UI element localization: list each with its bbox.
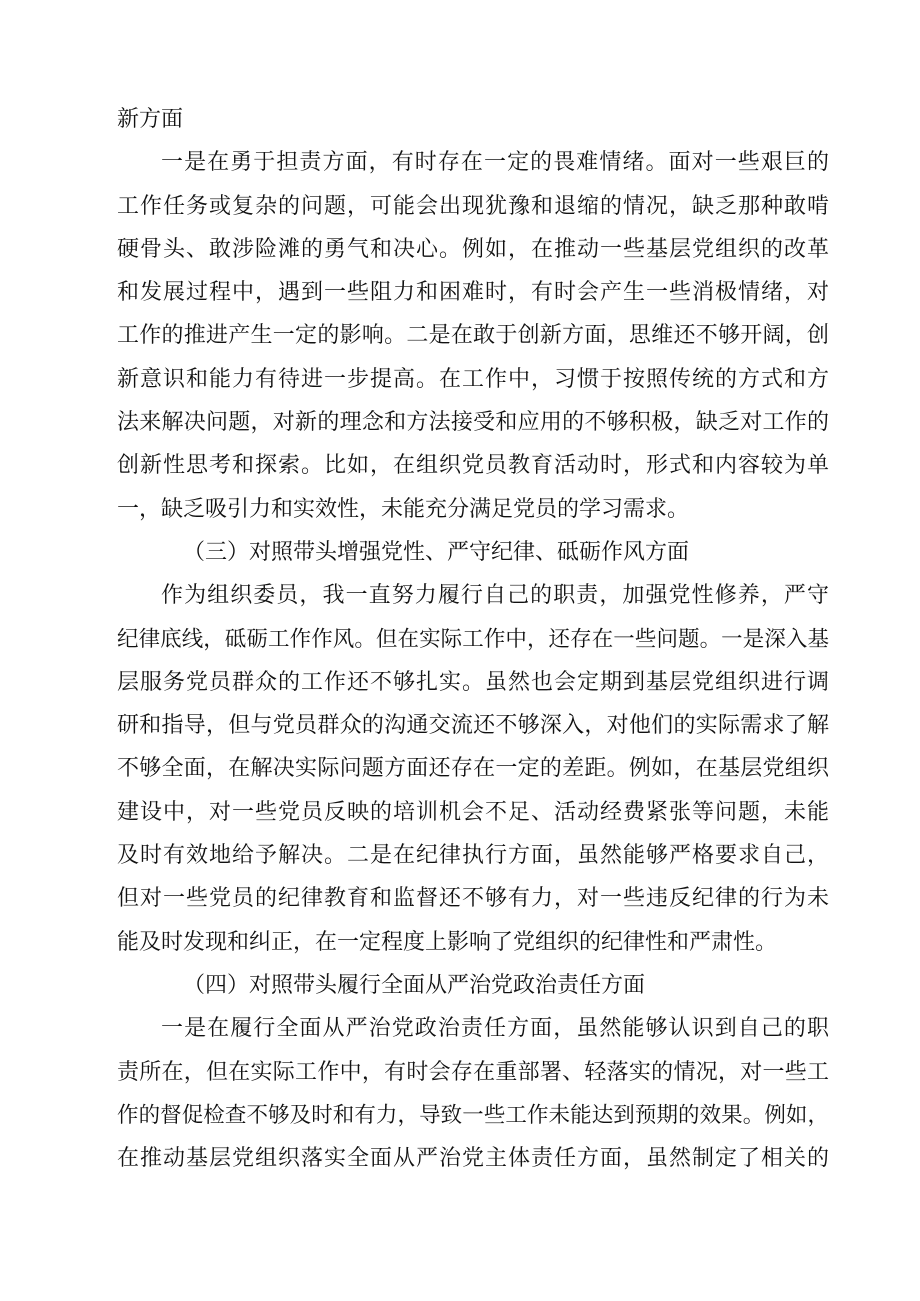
text-line: 工作任务或复杂的问题，可能会出现犹豫和退缩的情况，缺乏那种敢啃 [117,193,829,219]
text-line: 研和指导，但与党员群众的沟通交流还不够深入，对他们的实际需求了解 [117,713,829,739]
text-line: 创新性思考和探索。比如，在组织党员教育活动时，形式和内容较为单 [117,453,829,479]
text-line: 一是在履行全面从严治党政治责任方面，虽然能够认识到自己的职 [161,1016,829,1042]
text-line: 不够全面，在解决实际问题方面还存在一定的差距。例如，在基层党组织 [117,756,829,782]
text-line: 层服务党员群众的工作还不够扎实。虽然也会定期到基层党组织进行调 [117,669,829,695]
text-line: 及时有效地给予解决。二是在纪律执行方面，虽然能够严格要求自己， [117,843,829,869]
document-page [117,98,829,1180]
text-line: 建设中，对一些党员反映的培训机会不足、活动经费紧张等问题，未能 [117,799,829,825]
text-line: 但对一些党员的纪律教育和监督还不够有力，对一些违反纪律的行为未 [117,886,829,912]
text-line: 作为组织委员，我一直努力履行自己的职责，加强党性修养，严守 [161,583,829,609]
text-line: 一是在勇于担责方面，有时存在一定的畏难情绪。面对一些艰巨的 [161,150,829,176]
text-line: 新意识和能力有待进一步提高。在工作中，习惯于按照传统的方式和方 [117,366,829,392]
text-line: 工作的推进产生一定的影响。二是在敢于创新方面，思维还不够开阔，创 [117,323,829,349]
text-line: 法来解决问题，对新的理念和方法接受和应用的不够积极，缺乏对工作的 [117,410,829,436]
text-line: 硬骨头、敢涉险滩的勇气和决心。例如，在推动一些基层党组织的改革 [117,236,829,262]
text-line: 纪律底线，砥砺工作作风。但在实际工作中，还存在一些问题。一是深入基 [117,626,829,652]
text-line: 和发展过程中，遇到一些阻力和困难时，有时会产生一些消极情绪，对 [117,280,829,306]
section-heading: （三）对照带头增强党性、严守纪律、砥砺作风方面 [183,539,690,565]
text-line: 在推动基层党组织落实全面从严治党主体责任方面，虽然制定了相关的 [117,1146,829,1172]
text-line: 作的督促检查不够及时和有力，导致一些工作未能达到预期的效果。例如， [117,1102,829,1128]
text-line: 责所在，但在实际工作中，有时会存在重部署、轻落实的情况，对一些工 [117,1059,829,1085]
text-line: 新方面 [117,107,184,132]
text-line: 能及时发现和纠正，在一定程度上影响了党组织的纪律性和严肃性。 [117,929,778,955]
text-line: 一，缺乏吸引力和实效性，未能充分满足党员的学习需求。 [117,496,690,522]
section-heading: （四）对照带头履行全面从严治党政治责任方面 [183,972,646,998]
